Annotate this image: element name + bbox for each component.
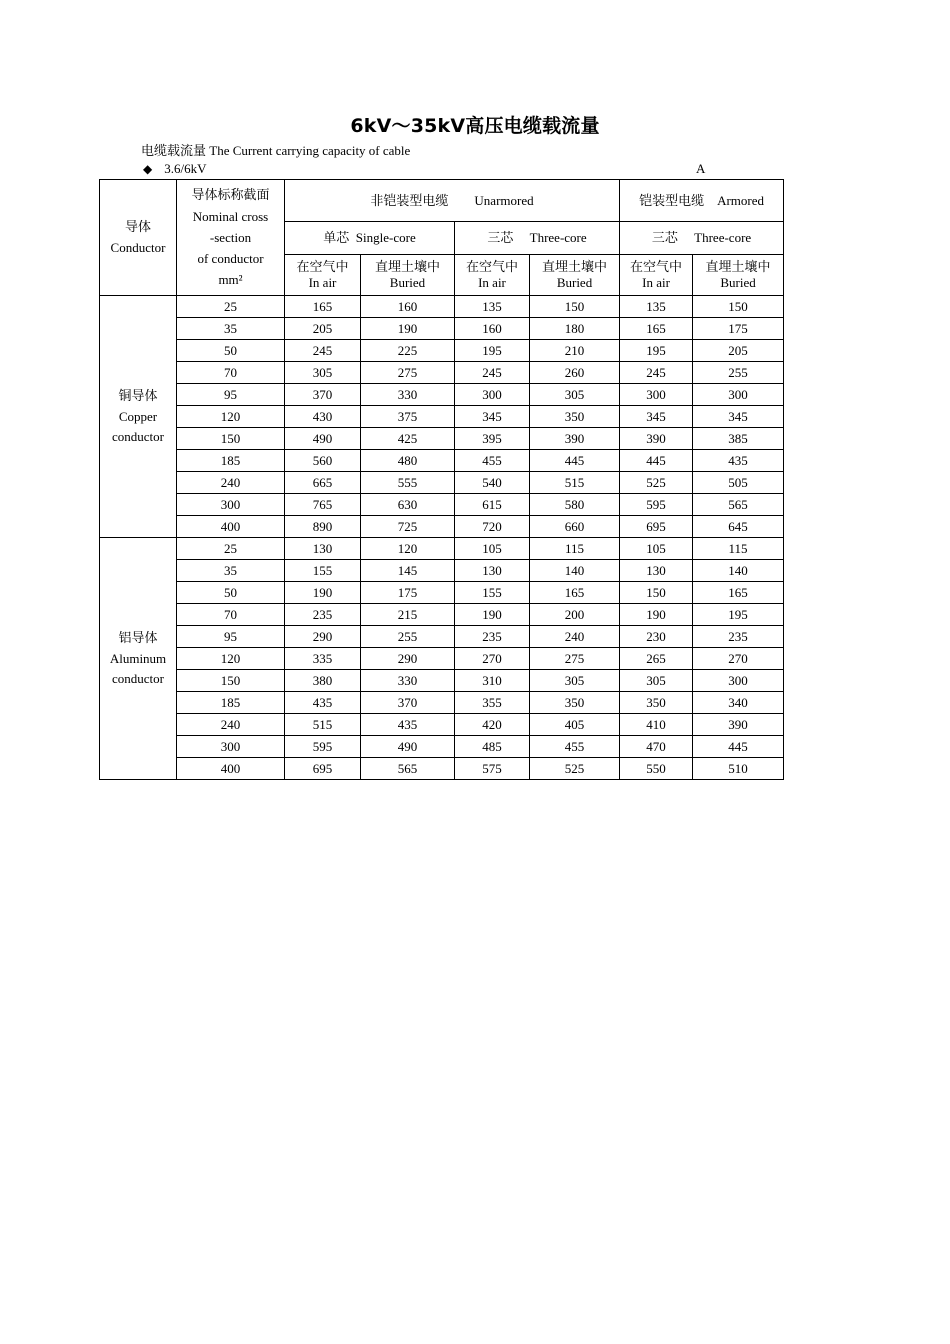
- header-three-en: Three-core: [529, 230, 587, 245]
- capacity-cell: 425: [361, 428, 455, 450]
- capacity-cell: 130: [285, 538, 361, 560]
- capacity-cell: 305: [530, 384, 620, 406]
- subtitle-en: The Current carrying capacity of cable: [209, 143, 411, 158]
- table-row: [100, 758, 784, 780]
- capacity-cell: 160: [361, 296, 455, 318]
- capacity-cell: 165: [530, 582, 620, 604]
- capacity-cell: 300: [693, 670, 784, 692]
- capacity-cell: 525: [620, 472, 693, 494]
- voltage-line: [143, 161, 713, 177]
- capacity-cell: 370: [285, 384, 361, 406]
- capacity-cell: 270: [693, 648, 784, 670]
- capacity-cell: 290: [361, 648, 455, 670]
- cross-section-cell: 150: [177, 428, 285, 450]
- capacity-cell: 165: [620, 318, 693, 340]
- table-row: [100, 604, 784, 626]
- cross-section-cell: 25: [177, 296, 285, 318]
- capacity-cell: 105: [620, 538, 693, 560]
- capacity-cell: 725: [361, 516, 455, 538]
- header-section: [177, 180, 285, 296]
- header-section-en1: Nominal cross: [192, 209, 269, 224]
- subtitle-zh: 电缆载流量: [141, 144, 207, 159]
- capacity-cell: 140: [530, 560, 620, 582]
- cross-section-cell: 25: [177, 538, 285, 560]
- header-buried-zh: 直埋土壤中: [705, 260, 771, 275]
- capacity-cell: 240: [530, 626, 620, 648]
- capacity-cell: 355: [455, 692, 530, 714]
- header-three-zh: 三芯: [651, 231, 678, 246]
- capacity-cell: 305: [285, 362, 361, 384]
- capacity-cell: 190: [285, 582, 361, 604]
- table-row: [100, 560, 784, 582]
- cross-section-cell: 400: [177, 516, 285, 538]
- cross-section-cell: 400: [177, 758, 285, 780]
- capacity-cell: 255: [693, 362, 784, 384]
- capacity-cell: 595: [285, 736, 361, 758]
- header-section-en2: -section: [209, 230, 252, 245]
- capacity-cell: 300: [693, 384, 784, 406]
- capacity-cell: 375: [361, 406, 455, 428]
- header-three-core-armored: [620, 222, 784, 255]
- capacity-cell: 630: [361, 494, 455, 516]
- capacity-cell: 335: [285, 648, 361, 670]
- capacity-cell: 180: [530, 318, 620, 340]
- capacity-cell: 580: [530, 494, 620, 516]
- capacity-cell: 120: [361, 538, 455, 560]
- capacity-cell: 290: [285, 626, 361, 648]
- header-three-zh: 三芯: [487, 231, 514, 246]
- header-air-zh: 在空气中: [296, 260, 349, 275]
- table-row: [100, 648, 784, 670]
- table-row: [100, 692, 784, 714]
- capacity-cell: 330: [361, 670, 455, 692]
- conductor-group-label: [100, 538, 177, 780]
- table-row: [100, 582, 784, 604]
- header-buried-en: Buried: [389, 275, 426, 290]
- conductor-group-label: [100, 296, 177, 538]
- header-unarmored-en: Unarmored: [474, 192, 534, 208]
- capacity-cell: 565: [693, 494, 784, 516]
- capacity-cell: 435: [361, 714, 455, 736]
- header-armored-zh: 铠装型电缆: [639, 193, 705, 209]
- capacity-cell: 445: [530, 450, 620, 472]
- capacity-cell: 350: [620, 692, 693, 714]
- capacity-cell: 370: [361, 692, 455, 714]
- capacity-cell: 195: [693, 604, 784, 626]
- capacity-cell: 645: [693, 516, 784, 538]
- table-row: [100, 362, 784, 384]
- capacity-cell: 455: [455, 450, 530, 472]
- capacity-cell: 245: [285, 340, 361, 362]
- header-armored-en: Armored: [717, 192, 765, 208]
- capacity-cell: 515: [285, 714, 361, 736]
- capacity-cell: 665: [285, 472, 361, 494]
- header-single-zh: 单芯: [323, 231, 350, 246]
- capacity-cell: 145: [361, 560, 455, 582]
- capacity-cell: 420: [455, 714, 530, 736]
- capacity-cell: 135: [620, 296, 693, 318]
- capacity-cell: 720: [455, 516, 530, 538]
- header-three-core-unarmored: [455, 222, 620, 255]
- cross-section-cell: 120: [177, 406, 285, 428]
- header-section-en3: of conductor: [197, 251, 264, 266]
- capacity-cell: 245: [455, 362, 530, 384]
- table-row: [100, 736, 784, 758]
- capacity-cell: 165: [285, 296, 361, 318]
- capacity-cell: 505: [693, 472, 784, 494]
- table-row: [100, 318, 784, 340]
- table-row: [100, 406, 784, 428]
- page-title: 6kV～35kV高压电缆载流量: [350, 115, 600, 137]
- header-row-1: [100, 180, 784, 222]
- capacity-cell: 525: [530, 758, 620, 780]
- group-name-zh: 铜导体: [118, 388, 158, 404]
- capacity-cell: 235: [693, 626, 784, 648]
- table-row: [100, 472, 784, 494]
- capacity-cell: 105: [455, 538, 530, 560]
- capacity-cell: 380: [285, 670, 361, 692]
- table-row: [100, 494, 784, 516]
- cross-section-cell: 95: [177, 384, 285, 406]
- capacity-cell: 225: [361, 340, 455, 362]
- capacity-cell: 595: [620, 494, 693, 516]
- capacity-cell: 205: [693, 340, 784, 362]
- capacity-cell: 260: [530, 362, 620, 384]
- capacity-cell: 300: [620, 384, 693, 406]
- header-buried-en: Buried: [720, 275, 756, 290]
- table-row: [100, 428, 784, 450]
- capacity-cell: 305: [620, 670, 693, 692]
- capacity-cell: 305: [530, 670, 620, 692]
- cross-section-cell: 35: [177, 560, 285, 582]
- capacity-cell: 470: [620, 736, 693, 758]
- table-row: [100, 538, 784, 560]
- header-air-en: In air: [642, 275, 670, 290]
- capacity-cell: 765: [285, 494, 361, 516]
- table-row: [100, 450, 784, 472]
- cross-section-cell: 240: [177, 472, 285, 494]
- header-air-en: In air: [308, 275, 337, 290]
- capacity-cell: 270: [455, 648, 530, 670]
- capacity-cell: 340: [693, 692, 784, 714]
- capacity-cell: 660: [530, 516, 620, 538]
- capacity-cell: 165: [693, 582, 784, 604]
- capacity-cell: 430: [285, 406, 361, 428]
- capacity-cell: 195: [455, 340, 530, 362]
- header-air-zh: 在空气中: [465, 260, 518, 275]
- capacity-cell: 560: [285, 450, 361, 472]
- capacity-cell: 215: [361, 604, 455, 626]
- header-in-air: [285, 255, 361, 296]
- capacity-cell: 455: [530, 736, 620, 758]
- capacity-cell: 130: [455, 560, 530, 582]
- cross-section-cell: 120: [177, 648, 285, 670]
- header-conductor: [100, 180, 177, 296]
- capacity-cell: 195: [620, 340, 693, 362]
- header-buried-zh: 直埋土壤中: [374, 260, 440, 275]
- capacity-cell: 205: [285, 318, 361, 340]
- cross-section-cell: 150: [177, 670, 285, 692]
- group-name-en2: conductor: [112, 670, 164, 686]
- capacity-cell: 390: [620, 428, 693, 450]
- header-buried: [530, 255, 620, 296]
- capacity-cell: 255: [361, 626, 455, 648]
- capacity-cell: 210: [530, 340, 620, 362]
- header-conductor-en: Conductor: [110, 239, 166, 255]
- capacity-cell: 490: [285, 428, 361, 450]
- header-buried: [361, 255, 455, 296]
- capacity-cell: 485: [455, 736, 530, 758]
- capacity-cell: 130: [620, 560, 693, 582]
- capacity-cell: 480: [361, 450, 455, 472]
- group-name-en1: Aluminum: [109, 650, 167, 666]
- capacity-cell: 445: [620, 450, 693, 472]
- header-buried-zh: 直埋土壤中: [542, 260, 608, 275]
- cross-section-cell: 50: [177, 582, 285, 604]
- header-armored: [620, 180, 784, 222]
- capacity-cell: 235: [285, 604, 361, 626]
- capacity-cell: 150: [530, 296, 620, 318]
- table-row: [100, 296, 784, 318]
- capacity-cell: 395: [455, 428, 530, 450]
- table-row: [100, 340, 784, 362]
- capacity-cell: 575: [455, 758, 530, 780]
- capacity-cell: 540: [455, 472, 530, 494]
- capacity-cell: 490: [361, 736, 455, 758]
- header-single-core: [285, 222, 455, 255]
- header-single-en: Single-core: [355, 230, 416, 245]
- header-conductor-zh: 导体: [124, 219, 151, 235]
- capacity-cell: 615: [455, 494, 530, 516]
- capacity-cell: 345: [693, 406, 784, 428]
- capacity-cell: 565: [361, 758, 455, 780]
- cross-section-cell: 50: [177, 340, 285, 362]
- capacity-cell: 390: [530, 428, 620, 450]
- header-buried-en: Buried: [556, 275, 593, 290]
- table-row: [100, 714, 784, 736]
- capacity-cell: 115: [693, 538, 784, 560]
- cross-section-cell: 70: [177, 604, 285, 626]
- capacity-cell: 135: [455, 296, 530, 318]
- unit-label: A: [696, 161, 706, 176]
- table-subtitle: [141, 140, 410, 159]
- capacity-cell: 140: [693, 560, 784, 582]
- group-name-en2: conductor: [112, 428, 164, 444]
- cross-section-cell: 35: [177, 318, 285, 340]
- capacity-cell: 890: [285, 516, 361, 538]
- table-row: [100, 670, 784, 692]
- cross-section-cell: 70: [177, 362, 285, 384]
- header-section-unit: mm²: [218, 272, 243, 287]
- group-name-en1: Copper: [118, 408, 158, 424]
- current-capacity-table: [99, 179, 784, 780]
- table-row: [100, 384, 784, 406]
- capacity-cell: 175: [693, 318, 784, 340]
- capacity-cell: 235: [455, 626, 530, 648]
- capacity-cell: 190: [455, 604, 530, 626]
- capacity-cell: 410: [620, 714, 693, 736]
- capacity-cell: 695: [620, 516, 693, 538]
- capacity-cell: 405: [530, 714, 620, 736]
- capacity-cell: 435: [285, 692, 361, 714]
- cross-section-cell: 240: [177, 714, 285, 736]
- header-three-en: Three-core: [694, 230, 752, 245]
- capacity-cell: 445: [693, 736, 784, 758]
- capacity-cell: 350: [530, 692, 620, 714]
- capacity-cell: 150: [620, 582, 693, 604]
- header-section-zh: 导体标称截面: [191, 188, 270, 203]
- diamond-bullet-icon: ◆: [143, 162, 153, 176]
- cross-section-cell: 185: [177, 450, 285, 472]
- capacity-cell: 200: [530, 604, 620, 626]
- capacity-cell: 150: [693, 296, 784, 318]
- capacity-cell: 190: [620, 604, 693, 626]
- cross-section-cell: 300: [177, 736, 285, 758]
- header-air-zh: 在空气中: [630, 260, 683, 275]
- capacity-cell: 310: [455, 670, 530, 692]
- capacity-cell: 435: [693, 450, 784, 472]
- header-unarmored: [285, 180, 620, 222]
- group-name-zh: 铝导体: [118, 630, 158, 646]
- capacity-cell: 175: [361, 582, 455, 604]
- capacity-cell: 300: [455, 384, 530, 406]
- capacity-cell: 155: [285, 560, 361, 582]
- capacity-cell: 510: [693, 758, 784, 780]
- table-row: [100, 626, 784, 648]
- capacity-cell: 345: [620, 406, 693, 428]
- capacity-cell: 555: [361, 472, 455, 494]
- capacity-cell: 155: [455, 582, 530, 604]
- header-air-en: In air: [478, 275, 506, 290]
- capacity-cell: 550: [620, 758, 693, 780]
- capacity-cell: 230: [620, 626, 693, 648]
- header-unarmored-zh: 非铠装型电缆: [370, 193, 449, 209]
- capacity-cell: 275: [530, 648, 620, 670]
- capacity-cell: 160: [455, 318, 530, 340]
- capacity-cell: 695: [285, 758, 361, 780]
- capacity-cell: 350: [530, 406, 620, 428]
- cross-section-cell: 185: [177, 692, 285, 714]
- capacity-cell: 190: [361, 318, 455, 340]
- cross-section-cell: 95: [177, 626, 285, 648]
- capacity-cell: 515: [530, 472, 620, 494]
- capacity-cell: 330: [361, 384, 455, 406]
- cross-section-cell: 300: [177, 494, 285, 516]
- capacity-cell: 245: [620, 362, 693, 384]
- capacity-cell: 345: [455, 406, 530, 428]
- capacity-cell: 115: [530, 538, 620, 560]
- header-in-air: [455, 255, 530, 296]
- header-in-air: [620, 255, 693, 296]
- capacity-cell: 275: [361, 362, 455, 384]
- capacity-cell: 385: [693, 428, 784, 450]
- voltage-label: 3.6/6kV: [164, 161, 207, 176]
- capacity-cell: 265: [620, 648, 693, 670]
- header-buried: [693, 255, 784, 296]
- table-row: [100, 516, 784, 538]
- capacity-cell: 390: [693, 714, 784, 736]
